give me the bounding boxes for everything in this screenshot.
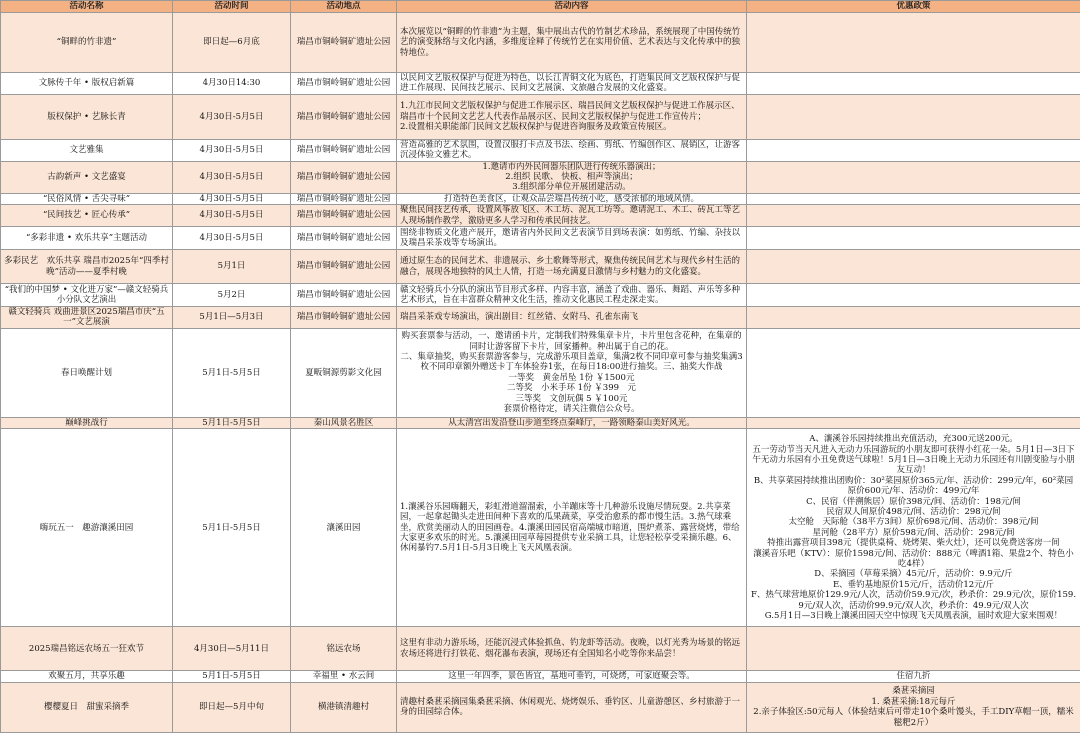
activity-place: 瀼溪田园 bbox=[291, 429, 397, 627]
activity-name: 欢聚五月，共享乐趣 bbox=[1, 671, 173, 682]
activity-content bbox=[397, 671, 747, 682]
content-line: 以民间文艺版权保护与促进为特色，以长江青铜文化为底色，打造集民间文艺版权保护与促进工作展现、民间技艺展示、民间文艺展演、文旅融合发展的文化盛宴。 bbox=[400, 73, 741, 94]
activity-promo bbox=[747, 250, 1080, 284]
content-line: 通过原生态的民间艺术、非遗展示、乡土歌舞等形式，聚焦传统民间艺术与现代乡村生活的融合，展现各地独特的风土人情，打造一场充满夏日激情与乡村魅力的文化盛宴。 bbox=[400, 256, 741, 277]
activity-content bbox=[397, 193, 747, 204]
activity-content bbox=[397, 429, 747, 627]
activity-content bbox=[397, 250, 747, 284]
activity-name: 春日唤醒计划 bbox=[1, 328, 173, 417]
activity-content bbox=[397, 417, 747, 428]
content-line: 1.邀请市内外民间器乐团队进行传统乐器演出； bbox=[482, 161, 661, 172]
activity-content bbox=[397, 161, 747, 193]
activity-place: 横港镇清趣村 bbox=[291, 682, 397, 732]
activity-name: 文艺雅集 bbox=[1, 139, 173, 161]
promo-line: E、垂钓基地原价15元/斤，活动价12元/斤 bbox=[832, 579, 995, 590]
activity-time: 5月1日-5月5日 bbox=[173, 328, 291, 417]
activity-place: 秦山风景名胜区 bbox=[291, 417, 397, 428]
content-line: 二等奖 小米手环 1份 ￥399 元 bbox=[506, 383, 637, 394]
activity-place: 瑞昌市铜岭铜矿遗址公园 bbox=[291, 161, 397, 193]
activity-promo bbox=[747, 73, 1080, 95]
header-row bbox=[1, 1, 1080, 13]
activity-time: 4月30日14:30 bbox=[173, 73, 291, 95]
promo-line: 星河舱（28平方）原价598元/间、活动价：298元/间 bbox=[812, 527, 1015, 538]
activity-content bbox=[397, 94, 747, 139]
activity-name: 赣文轻骑兵 戏曲进景区2025瑞昌市庆“五一”文艺展演 bbox=[1, 307, 173, 329]
promo-line: 1. 桑葚采摘:18元每斤 bbox=[871, 696, 956, 707]
activity-place: 瑞昌市铜岭铜矿遗址公园 bbox=[291, 227, 397, 250]
table-row bbox=[1, 139, 1080, 161]
promo-line: F、热气球营地原价129.9元/人次，活动价59.9元/次，秒杀价：29.9元/次，原价159.9元/双人次，活动价99.9元/双人次，秒杀价：49.9元/双人次 bbox=[750, 590, 1077, 611]
header-place: 活动地点 bbox=[291, 1, 397, 13]
activity-time: 4月30日—5月11日 bbox=[173, 627, 291, 671]
activity-name: “铜畔的竹非遗” bbox=[1, 13, 173, 73]
promo-line: B、共享菜园持续推出团购价：30²菜园原价365元/年、活动价：299元/年，60²菜园原价600元/年、活动价：499元/年 bbox=[753, 475, 1074, 497]
activity-place: 瑞昌市铜岭铜矿遗址公园 bbox=[291, 13, 397, 73]
content-line: 围绕非物质文化遗产展开，邀请省内外民间文艺表演节目到场表演：如剪纸、竹编、杂技以及瑞昌采茶戏等专场演出。 bbox=[400, 227, 741, 249]
table-row bbox=[1, 627, 1080, 671]
content-line: 清趣村桑葚采摘园集桑葚采摘、休闲观光、烧烤娱乐、垂钓区、儿童游憩区、乡村旅游于一身的田园综合体。 bbox=[400, 696, 741, 718]
activity-content bbox=[397, 284, 747, 307]
content-line: 一等奖 黄金吊坠 1份 ￥1500元 bbox=[508, 372, 635, 383]
content-line: 从太清宫出发沿登山步道至终点秦峰厅，一路领略秦山美好风光。 bbox=[448, 417, 695, 428]
table-row bbox=[1, 328, 1080, 417]
activity-name: 巅峰挑战行 bbox=[1, 417, 173, 428]
promo-line: 住宿九折 bbox=[896, 671, 931, 682]
activity-place: 瑞昌市铜岭铜矿遗址公园 bbox=[291, 139, 397, 161]
header-time: 活动时间 bbox=[173, 1, 291, 13]
content-line: 1.瀼溪谷乐园嗨翻天，彩虹滑道溜溜索，小羊蹦床等十几种游乐设施尽情玩耍。2.共享菜园，一起拿起锄头走进田间种下喜欢的瓜果蔬菜，享受治愈系的都市慢生活。3.热气球乘坐，欣赏美丽动人的田园画卷。4.瀼溪田园民宿高端城市暗道，围炉煮茶、露营烧烤，带给大家更多欢乐的时光。5.瀼溪田园草莓园提供专业采摘工具，让您轻松享受采摘乐趣。6、休闲暴钓7.5月1日-5月3日晚上飞天风凰表演。 bbox=[400, 501, 740, 554]
promo-line: A、瀼溪谷乐园持续推出充值活动，充300元送200元。 bbox=[809, 434, 1018, 445]
table-row bbox=[1, 284, 1080, 307]
activity-content bbox=[397, 13, 747, 73]
promo-line: 民宿双人间原价498元/间、活动价：298元/间 bbox=[826, 506, 1001, 517]
promo-line: 五一劳动节当天凡进入无动力乐园游玩的小朋友即可获得小红花一朵。5月1日—3日下午无动力乐园有小丑免费送气球啦！5月1日—3日晚上无动力乐园还有川剧变脸与小朋友互动！ bbox=[752, 444, 1075, 476]
activity-promo bbox=[747, 429, 1080, 627]
activity-place: 夏畈铜源剪影文化园 bbox=[291, 328, 397, 417]
activity-name: “民间技艺 • 匠心传承” bbox=[1, 205, 173, 227]
activity-content bbox=[397, 307, 747, 329]
activity-name: “民俗风情 • 舌尖寻味” bbox=[1, 193, 173, 204]
activity-promo bbox=[747, 328, 1080, 417]
activity-promo bbox=[747, 205, 1080, 227]
table-row bbox=[1, 429, 1080, 627]
promo-line: 太空舱 天际舱（38平方3间）原价698元/间、活动价：398元/间 bbox=[788, 517, 1039, 528]
table-row bbox=[1, 73, 1080, 95]
activity-place: 瑞昌市铜岭铜矿遗址公园 bbox=[291, 193, 397, 204]
content-line: 二、集章抽奖，购买套票游客参与，完成游乐项目盖章，集满2枚不同印章可参与抽奖集满3枚不同印章额外赠送卡丁车体验券1张，在每日18:00进行抽奖。三、抽奖大作战 bbox=[400, 352, 743, 373]
activity-name: 2025瑞昌铭远农场五一狂欢节 bbox=[1, 627, 173, 671]
activity-promo bbox=[747, 13, 1080, 73]
table-row bbox=[1, 13, 1080, 73]
activity-name: “我们的中国梦 • 文化进万家”—赣文轻骑兵小分队文艺演出 bbox=[1, 284, 173, 307]
promo-line: 桑葚采摘园 bbox=[892, 686, 935, 697]
activity-place: 瑞昌市铜岭铜矿遗址公园 bbox=[291, 73, 397, 95]
content-line: 1.九江市民间文艺版权保护与促进工作展示区、瑞昌民间文艺版权保护与促进工作展示区、瑞昌市十个民间文艺艺人代表作品展示区、民间文艺版权保护与促进工作宣传片； bbox=[400, 101, 740, 122]
activity-promo bbox=[747, 627, 1080, 671]
activity-content bbox=[397, 139, 747, 161]
content-line: 赣文轻骑兵小分队的演出节目形式多样、内容丰富，涵盖了戏曲、器乐、舞蹈、声乐等多种艺术形式，旨在丰富群众精神文化生活，推动文化惠民工程走深走实。 bbox=[400, 284, 741, 306]
activity-content bbox=[397, 682, 747, 732]
promo-line: 瀼溪音乐吧（KTV）：原价1598元/间、活动价：888元（啤酒1箱、果盘2个、特色小吃4样） bbox=[753, 548, 1074, 569]
content-line: 2.组织 民歌、 快板、相声等演出； bbox=[505, 172, 638, 183]
table-row bbox=[1, 682, 1080, 732]
activity-promo bbox=[747, 284, 1080, 307]
activity-promo bbox=[747, 307, 1080, 329]
table-body bbox=[1, 13, 1080, 733]
activity-content bbox=[397, 328, 747, 417]
header-content: 活动内容 bbox=[397, 1, 747, 13]
activity-content bbox=[397, 205, 747, 227]
activity-promo bbox=[747, 682, 1080, 732]
content-line: 2.设置相关职能部门民间文艺版权保护与促进咨询服务及政策宣传展区。 bbox=[400, 122, 672, 133]
activity-promo bbox=[747, 193, 1080, 204]
activity-time: 4月30日-5月5日 bbox=[173, 94, 291, 139]
activity-name: 嗨玩五一 趣游瀼溪田园 bbox=[1, 429, 173, 627]
activity-name: 版权保护 • 艺脉长青 bbox=[1, 94, 173, 139]
activity-promo bbox=[747, 139, 1080, 161]
activity-time: 即日起—6月底 bbox=[173, 13, 291, 73]
activity-promo bbox=[747, 227, 1080, 250]
table-row bbox=[1, 307, 1080, 329]
table-row bbox=[1, 161, 1080, 193]
content-line: 三等奖 文创玩偶 5 ￥100元 bbox=[515, 393, 628, 404]
activity-promo bbox=[747, 417, 1080, 428]
activity-promo bbox=[747, 161, 1080, 193]
content-line: 瑞昌采茶戏专场演出，演出剧目：红丝错、女附马、孔雀东南飞 bbox=[400, 312, 639, 323]
activity-time: 4月30日-5月5日 bbox=[173, 205, 291, 227]
activity-promo bbox=[747, 94, 1080, 139]
activity-time: 5月1日-5月5日 bbox=[173, 671, 291, 682]
activity-name: 古韵新声 • 文艺盛宴 bbox=[1, 161, 173, 193]
activity-time: 5月1日 bbox=[173, 250, 291, 284]
activity-place: 瑞昌市铜岭铜矿遗址公园 bbox=[291, 284, 397, 307]
content-line: 套票价格待定，请关注微信公众号。 bbox=[503, 404, 640, 415]
activity-place: 瑞昌市铜岭铜矿遗址公园 bbox=[291, 94, 397, 139]
header-promo: 优惠政策 bbox=[747, 1, 1080, 13]
promo-line: D、采摘园（草莓采摘）45元/斤，活动价：9.9元/斤 bbox=[814, 569, 1013, 580]
activity-time: 4月30日-5月5日 bbox=[173, 227, 291, 250]
table-row bbox=[1, 193, 1080, 204]
content-line: 这里一年四季，景色皆宜，基地可垂钓，可烧烤，可家庭聚会等。 bbox=[448, 671, 695, 682]
activity-time: 4月30日-5月5日 bbox=[173, 139, 291, 161]
content-line: 聚焦民间技艺传承，设置风筝放飞区、木工坊、泥瓦工坊等。邀请泥工、木工、砖瓦工等艺人现场制作教学，激励更多人学习和传承民间技艺。 bbox=[400, 205, 741, 226]
activity-content bbox=[397, 627, 747, 671]
activity-place: 瑞昌市铜岭铜矿遗址公园 bbox=[291, 205, 397, 227]
content-line: 购买套票参与活动，一、邀请函卡片，定制我们特殊集章卡片，卡片里包含花种，在集章的同时让游客留下卡片，回家播种。种出属于自己的花。 bbox=[401, 331, 742, 352]
activity-content bbox=[397, 73, 747, 95]
content-line: 本次展览以“铜畔的竹非遗”为主题，集中展出古代的竹制艺术珍品，系统展现了中国传统竹艺的演变脉络与文化内涵，多维度诠释了传统竹艺在实用价值、艺术表达与文化传承中的独特地位。 bbox=[400, 26, 741, 58]
activity-name: 多彩民艺 欢乐共享 瑞昌市2025年“四季村晚”活动——夏季村晚 bbox=[1, 250, 173, 284]
table-row bbox=[1, 205, 1080, 227]
activity-place: 幸福里 • 水云间 bbox=[291, 671, 397, 682]
content-line: 打造特色美食区，让观众品尝瑞昌传统小吃，感受浓郁的地域风情。 bbox=[443, 193, 699, 204]
promo-line: C、民宿（伴溯熊居）原价398元/间、活动价：198元/间 bbox=[806, 496, 1021, 507]
activity-place: 铭远农场 bbox=[291, 627, 397, 671]
activity-place: 瑞昌市铜岭铜矿遗址公园 bbox=[291, 307, 397, 329]
content-line: 这里有非动力游乐场，还能沉浸式体验抓鱼、钓龙虾等活动。夜晚，以灯光秀为场景的铭远农场还将进行打铁花、烟花瀑布表演，现场还有全国知名小吃等你来品尝！ bbox=[400, 638, 741, 659]
activity-time: 5月1日-5月5日 bbox=[173, 417, 291, 428]
activity-place: 瑞昌市铜岭铜矿遗址公园 bbox=[291, 250, 397, 284]
activity-time: 5月1日-5月5日 bbox=[173, 429, 291, 627]
activity-time: 4月30日-5月5日 bbox=[173, 161, 291, 193]
promo-line: 2.亲子体验区:50元每人（体验结束后可带走10个桑叶馒头，手工DIY草帽一顶，糯米糍粑2斤） bbox=[753, 707, 1074, 728]
activity-promo bbox=[747, 671, 1080, 682]
activity-name: 樱樱夏日 甜蜜采摘季 bbox=[1, 682, 173, 732]
activity-time: 5月1日—5月3日 bbox=[173, 307, 291, 329]
activity-time: 5月2日 bbox=[173, 284, 291, 307]
table-row bbox=[1, 671, 1080, 682]
activity-name: 文脉传千年 • 版权启新篇 bbox=[1, 73, 173, 95]
activity-content bbox=[397, 227, 747, 250]
table-row bbox=[1, 94, 1080, 139]
table-row bbox=[1, 250, 1080, 284]
content-line: 3.组织部分单位开展团建活动。 bbox=[512, 182, 631, 193]
promo-line: G.5月1日—3日晚上瀼溪田园天空中惊现飞天凤凰表演，届时欢迎大家来围观！ bbox=[764, 611, 1063, 622]
content-line: 营造高雅的艺术氛围，设置汉服打卡点及书法、绘画、剪纸、竹编创作区、展销区，让游客沉浸体验文雅艺术。 bbox=[400, 139, 741, 161]
activity-time: 即日起—5月中旬 bbox=[173, 682, 291, 732]
table-row bbox=[1, 227, 1080, 250]
activity-time: 4月30日-5月5日 bbox=[173, 193, 291, 204]
table-row bbox=[1, 417, 1080, 428]
header-name: 活动名称 bbox=[1, 1, 173, 13]
activity-name: “多彩非遗 • 欢乐共享”主题活动 bbox=[1, 227, 173, 250]
promo-line: 特推出露营项目398元（提供桌椅、烧烤架、柴火灶），还可以免费送客房一间 bbox=[767, 538, 1060, 549]
